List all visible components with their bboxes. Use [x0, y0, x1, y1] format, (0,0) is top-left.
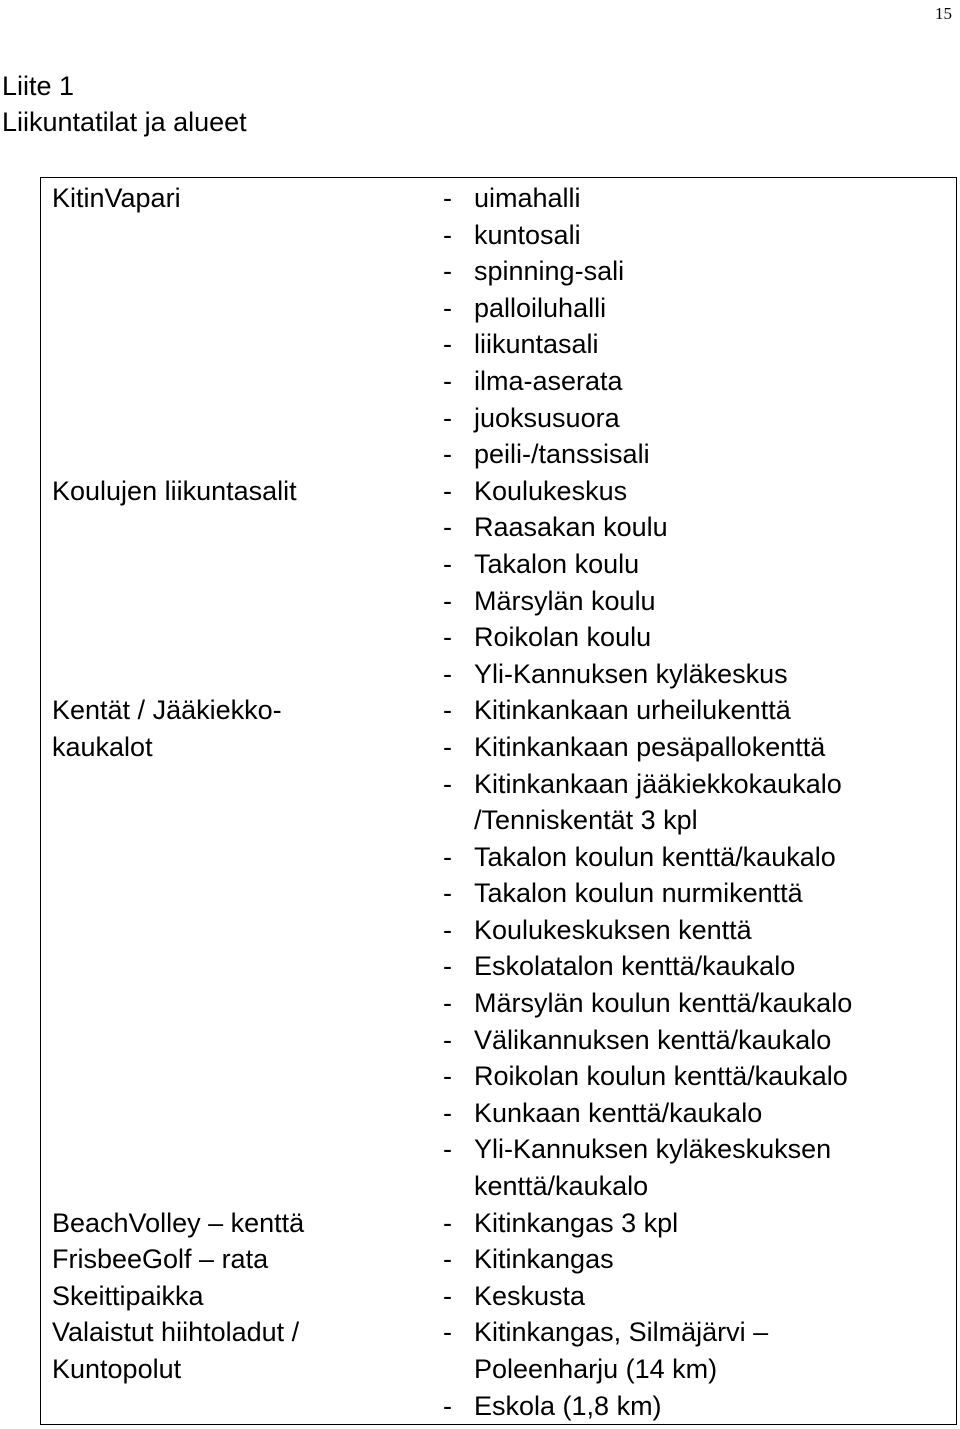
table-row	[41, 692, 956, 1204]
page-number: 15	[935, 4, 952, 23]
item-text	[474, 839, 836, 876]
list-item	[429, 473, 956, 510]
list-item	[429, 1388, 956, 1425]
bullet-dash: -	[443, 183, 452, 213]
appendix-title: Liite 1	[2, 71, 75, 101]
bullet-dash: -	[443, 1390, 452, 1421]
bullet-dash: -	[443, 439, 452, 470]
list-item	[429, 253, 956, 290]
bullet-dash: -	[443, 695, 452, 726]
document-heading	[2, 68, 247, 140]
list-item	[429, 1278, 956, 1315]
item-line: ilma-aserata	[474, 365, 623, 396]
item-text	[474, 619, 651, 656]
item-line: Keskusta	[474, 1280, 586, 1311]
category-label: Valaistut hiihtoladut /	[52, 1317, 300, 1348]
table-row	[41, 1314, 956, 1424]
item-line: Kitinkankaan urheilukenttä	[474, 695, 791, 726]
list-item	[429, 436, 956, 473]
category-label: Koulujen liikuntasalit	[52, 475, 297, 506]
item-line: Eskolatalon kenttä/kaukalo	[474, 951, 796, 982]
list-item	[429, 509, 956, 546]
item-text	[474, 583, 656, 620]
facility-list	[429, 1278, 956, 1315]
item-line: Eskola (1,8 km)	[474, 1390, 662, 1421]
list-item	[429, 400, 956, 437]
item-line: Kitinkankaan jääkiekkokaukalo	[474, 768, 842, 799]
bullet-dash: -	[443, 622, 452, 653]
category-cell	[41, 692, 429, 1204]
facility-list	[429, 180, 956, 473]
bullet-dash: -	[443, 1207, 452, 1238]
item-line: Kitinkangas 3 kpl	[474, 1207, 679, 1238]
item-text	[474, 253, 624, 290]
list-item	[429, 1022, 956, 1059]
item-text	[474, 1241, 614, 1278]
item-text	[474, 473, 627, 510]
bullet-dash: -	[443, 365, 452, 396]
item-line: Raasakan koulu	[474, 512, 668, 543]
list-item	[429, 546, 956, 583]
facility-list	[429, 1205, 956, 1242]
item-text	[474, 217, 581, 254]
list-item	[429, 1314, 956, 1387]
item-text	[474, 1131, 831, 1204]
list-item	[429, 583, 956, 620]
item-line: Märsylän koulu	[474, 585, 656, 616]
item-line: kuntosali	[474, 219, 581, 250]
item-text	[474, 985, 852, 1022]
category-label: FrisbeeGolf – rata	[52, 1244, 269, 1275]
item-text	[474, 363, 623, 400]
bullet-dash: -	[443, 329, 452, 360]
item-text	[474, 1205, 678, 1242]
bullet-dash: -	[443, 475, 452, 506]
bullet-dash: -	[443, 585, 452, 616]
category-cell	[41, 1278, 429, 1315]
item-line: spinning-sali	[474, 256, 625, 287]
bullet-dash: -	[443, 1244, 452, 1275]
category-label: Kentät / Jääkiekko-	[52, 695, 282, 726]
item-text	[474, 509, 668, 546]
item-line: Roikolan koulun kenttä/kaukalo	[474, 1061, 848, 1092]
item-text	[474, 656, 788, 693]
item-text	[474, 1022, 831, 1059]
facility-list	[429, 1314, 956, 1424]
category-cell	[41, 473, 429, 693]
item-text	[474, 546, 639, 583]
item-line: Takalon koulu	[474, 548, 640, 579]
category-cell	[41, 1205, 429, 1242]
bullet-dash: -	[443, 548, 452, 579]
table-row	[41, 1278, 956, 1315]
item-line: /Tenniskentät 3 kpl	[474, 805, 698, 836]
list-item	[429, 1205, 956, 1242]
appendix-subtitle: Liikuntatilat ja alueet	[2, 107, 247, 137]
bullet-dash: -	[443, 292, 452, 323]
list-item	[429, 875, 956, 912]
item-text	[474, 875, 803, 912]
item-line: uimahalli	[474, 183, 581, 213]
item-text	[474, 400, 620, 437]
bullet-dash: -	[443, 731, 452, 762]
bullet-dash: -	[443, 1317, 452, 1348]
category-label: Skeittipaikka	[52, 1280, 204, 1311]
item-text	[474, 1278, 585, 1315]
list-item	[429, 729, 956, 766]
list-item	[429, 766, 956, 839]
item-text	[474, 436, 650, 473]
item-line: Poleenharju (14 km)	[474, 1354, 718, 1384]
category-label: KitinVapari	[52, 183, 181, 213]
list-item	[429, 619, 956, 656]
item-text	[474, 1058, 848, 1095]
bullet-dash: -	[443, 878, 452, 909]
bullet-dash: -	[443, 768, 452, 799]
category-cell	[41, 1314, 429, 1424]
list-item	[429, 1131, 956, 1204]
item-text	[474, 326, 599, 363]
item-line: Kitinkangas, Silmäjärvi –	[474, 1317, 769, 1348]
category-label: kaukalot	[52, 731, 153, 762]
item-line: Märsylän koulun kenttä/kaukalo	[474, 988, 853, 1019]
item-line: Koulukeskus	[474, 475, 628, 506]
bullet-dash: -	[443, 1280, 452, 1311]
item-line: Yli-Kannuksen kyläkeskuksen	[474, 1134, 832, 1165]
bullet-dash: -	[443, 1134, 452, 1165]
bullet-dash: -	[443, 256, 452, 287]
list-item	[429, 326, 956, 363]
list-item	[429, 180, 956, 217]
item-line: Kitinkangas	[474, 1244, 614, 1275]
item-line: Roikolan koulu	[474, 622, 652, 653]
item-line: Takalon koulun nurmikenttä	[474, 878, 803, 909]
item-text	[474, 948, 795, 985]
item-line: peili-/tanssisali	[474, 439, 650, 470]
item-text	[474, 180, 581, 217]
facility-list	[429, 473, 956, 693]
category-label: Kuntopolut	[52, 1354, 182, 1384]
bullet-dash: -	[443, 1024, 452, 1055]
list-item	[429, 1095, 956, 1132]
table-row	[41, 180, 956, 473]
item-line: juoksusuora	[474, 402, 620, 433]
item-line: palloiluhalli	[474, 292, 607, 323]
category-cell	[41, 180, 429, 473]
item-line: Koulukeskuksen kenttä	[474, 914, 752, 945]
bullet-dash: -	[443, 402, 452, 433]
list-item	[429, 985, 956, 1022]
item-line: Yli-Kannuksen kyläkeskus	[474, 658, 788, 689]
item-text	[474, 729, 825, 766]
list-item	[429, 692, 956, 729]
list-item	[429, 948, 956, 985]
item-line: Takalon koulun kenttä/kaukalo	[474, 841, 836, 872]
table-row	[41, 1205, 956, 1242]
item-text	[474, 912, 752, 949]
item-line: Välikannuksen kenttä/kaukalo	[474, 1024, 832, 1055]
item-text	[474, 290, 606, 327]
list-item	[429, 363, 956, 400]
list-item	[429, 656, 956, 693]
facility-list	[429, 1241, 956, 1278]
category-cell	[41, 1241, 429, 1278]
bullet-dash: -	[443, 1097, 452, 1128]
bullet-dash: -	[443, 1061, 452, 1092]
item-text	[474, 1388, 662, 1425]
list-item	[429, 217, 956, 254]
item-line: Kitinkankaan pesäpallokenttä	[474, 731, 826, 762]
list-item	[429, 290, 956, 327]
item-line: Kunkaan kenttä/kaukalo	[474, 1097, 763, 1128]
item-text	[474, 692, 791, 729]
item-line: liikuntasali	[474, 329, 599, 360]
list-item	[429, 912, 956, 949]
bullet-dash: -	[443, 914, 452, 945]
bullet-dash: -	[443, 658, 452, 689]
table-row	[41, 473, 956, 693]
bullet-dash: -	[443, 841, 452, 872]
list-item	[429, 839, 956, 876]
facilities-table	[40, 177, 957, 1425]
bullet-dash: -	[443, 219, 452, 250]
list-item	[429, 1241, 956, 1278]
bullet-dash: -	[443, 951, 452, 982]
table-row	[41, 1241, 956, 1278]
list-item	[429, 1058, 956, 1095]
facility-list	[429, 692, 956, 1204]
item-text	[474, 1314, 768, 1387]
item-line: kenttä/kaukalo	[474, 1171, 649, 1202]
bullet-dash: -	[443, 512, 452, 543]
item-text	[474, 766, 842, 839]
item-text	[474, 1095, 762, 1132]
bullet-dash: -	[443, 988, 452, 1019]
category-label: BeachVolley – kenttä	[52, 1207, 305, 1238]
